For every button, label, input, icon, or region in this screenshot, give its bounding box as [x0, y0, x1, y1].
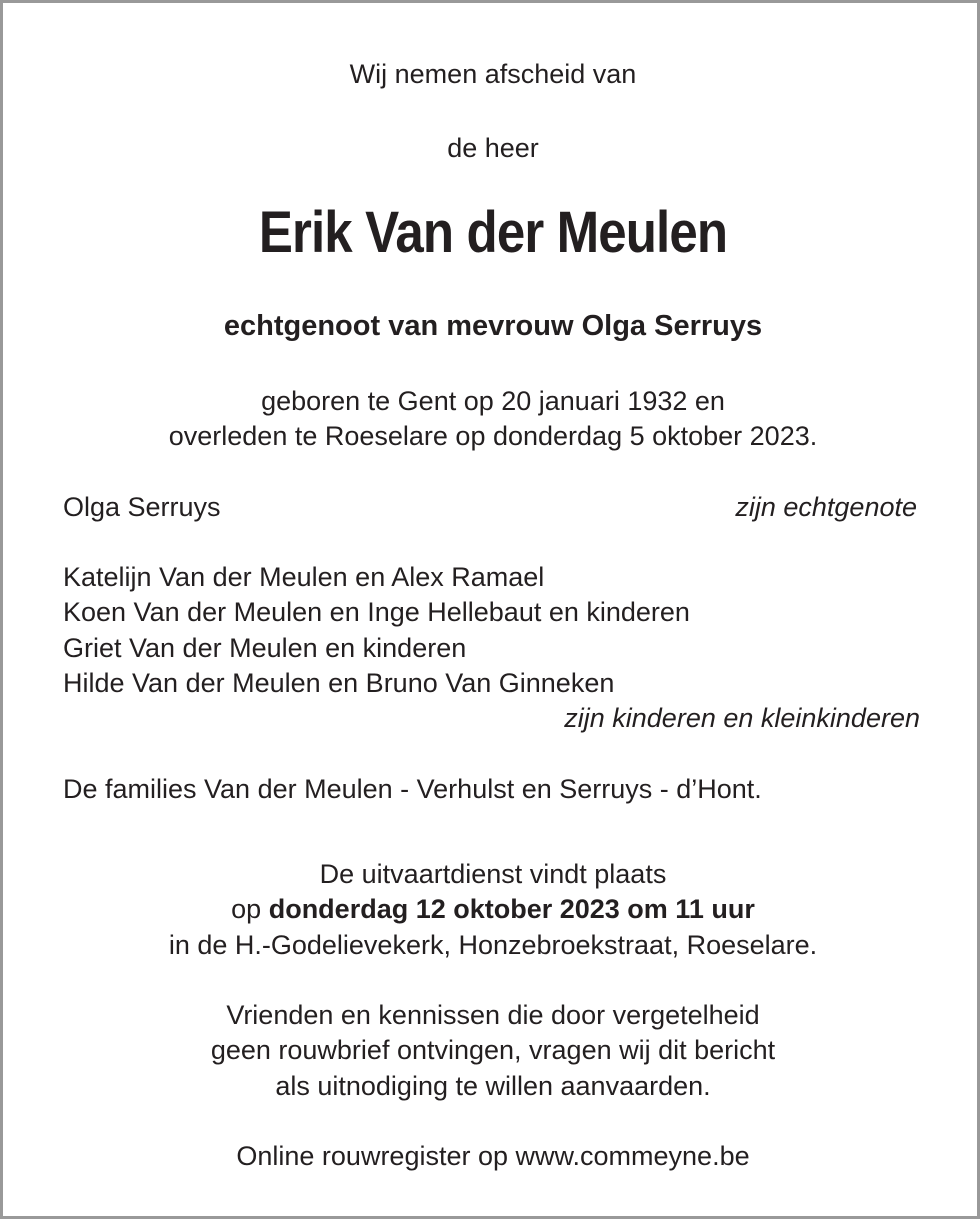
closing-line: geen rouwbrief ontvingen, vragen wij dit bericht: [210, 1035, 776, 1065]
closing-line: als uitnodiging te willen aanvaarden.: [275, 1071, 711, 1101]
families-line: De families Van der Meulen - Verhulst en Serruys - d’Hont.: [63, 774, 762, 804]
deceased-name: Erik Van der Meulen: [258, 200, 728, 265]
funeral-line-1: De uitvaartdienst vindt plaats: [319, 859, 667, 889]
child-line: Hilde Van der Meulen en Bruno Van Ginneken: [63, 668, 615, 698]
intro-text: Wij nemen afscheid van: [349, 59, 637, 89]
children-relation: zijn kinderen en kleinkinderen: [564, 703, 920, 733]
birth-line: geboren te Gent op 20 januari 1932 en: [261, 386, 725, 416]
spouse-name: Olga Serruys: [63, 492, 221, 522]
closing-line: Vrienden en kennissen die door vergetelheid: [226, 1000, 760, 1030]
child-line: Katelijn Van der Meulen en Alex Ramael: [63, 562, 545, 592]
funeral-line-3: in de H.-Godelievekerk, Honzebroekstraat, Roeselare.: [168, 930, 818, 960]
online-register-text: Online rouwregister op www.commeyne.be: [236, 1141, 750, 1171]
funeral-date-time: donderdag 12 oktober 2023 om 11 uur: [268, 894, 755, 924]
funeral-line-2-prefix: op: [231, 894, 262, 924]
child-line: Koen Van der Meulen en Inge Hellebaut en kinderen: [63, 597, 690, 627]
spouse-of-text: echtgenoot van mevrouw Olga Serruys: [223, 310, 763, 342]
spouse-relation: zijn echtgenote: [735, 492, 917, 522]
death-line: overleden te Roeselare op donderdag 5 oktober 2023.: [168, 421, 818, 451]
child-line: Griet Van der Meulen en kinderen: [63, 633, 467, 663]
honorific-text: de heer: [447, 133, 539, 163]
funeral-line-2: [3, 892, 980, 926]
